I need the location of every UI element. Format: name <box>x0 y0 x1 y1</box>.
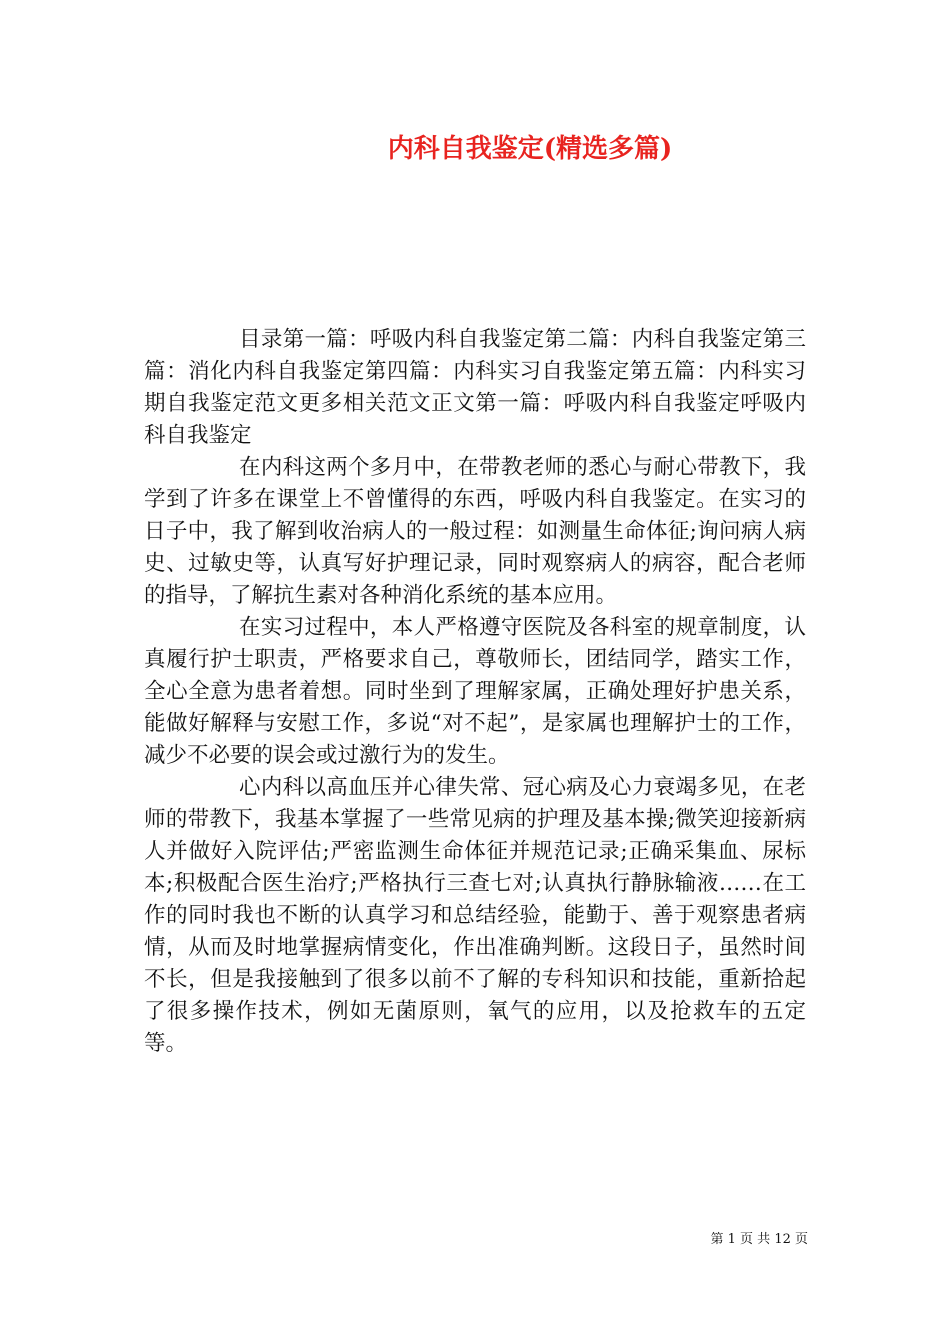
document-title: 内科自我鉴定(精选多篇) <box>387 134 673 164</box>
paragraph-toc: 目录第一篇：呼吸内科自我鉴定第二篇：内科自我鉴定第三篇：消化内科自我鉴定第四篇：内科实习自我鉴定第五篇：内科实习期自我鉴定范文更多相关范文正文第一篇：呼吸内科自我鉴定呼吸内科自我鉴定 <box>144 327 806 448</box>
document-body <box>144 324 806 1060</box>
paragraph-2: 在实习过程中，本人严格遵守医院及各科室的规章制度，认真履行护士职责，严格要求自己，尊敬师长，团结同学，踏实工作，全心全意为患者着想。同时坐到了理解家属，正确处理好护患关系，能做好解释与安慰工作，多说“对不起”，是家属也理解护士的工作，减少不必要的误会或过激行为的发生。 <box>144 615 806 768</box>
paragraph-1: 在内科这两个多月中，在带教老师的悉心与耐心带教下，我学到了许多在课堂上不曾懂得的东西，呼吸内科自我鉴定。在实习的日子中，我了解到收治病人的一般过程：如测量生命体征;询问病人病史、过敏史等，认真写好护理记录，同时观察病人的病容，配合老师的指导，了解抗生素对各种消化系统的基本应用。 <box>144 455 806 608</box>
page-number: 第 1 页 共 12 页 <box>710 1232 808 1247</box>
paragraph-3: 心内科以高血压并心律失常、冠心病及心力衰竭多见，在老师的带教下，我基本掌握了一些常见病的护理及基本操;微笑迎接新病人并做好入院评估;严密监测生命体征并规范记录;正确采集血、尿标本;积极配合医生治疗;严格执行三查七对;认真执行静脉输液……在工作的同时我也不断的认真学习和总结经验，能勤于、善于观察患者病情，从而及时地掌握病情变化，作出准确判断。这段日子，虽然时间不长，但是我接触到了很多以前不了解的专科知识和技能，重新拾起了很多操作技术，例如无菌原则，氧气的应用，以及抢救车的五定等。 <box>144 775 806 1056</box>
